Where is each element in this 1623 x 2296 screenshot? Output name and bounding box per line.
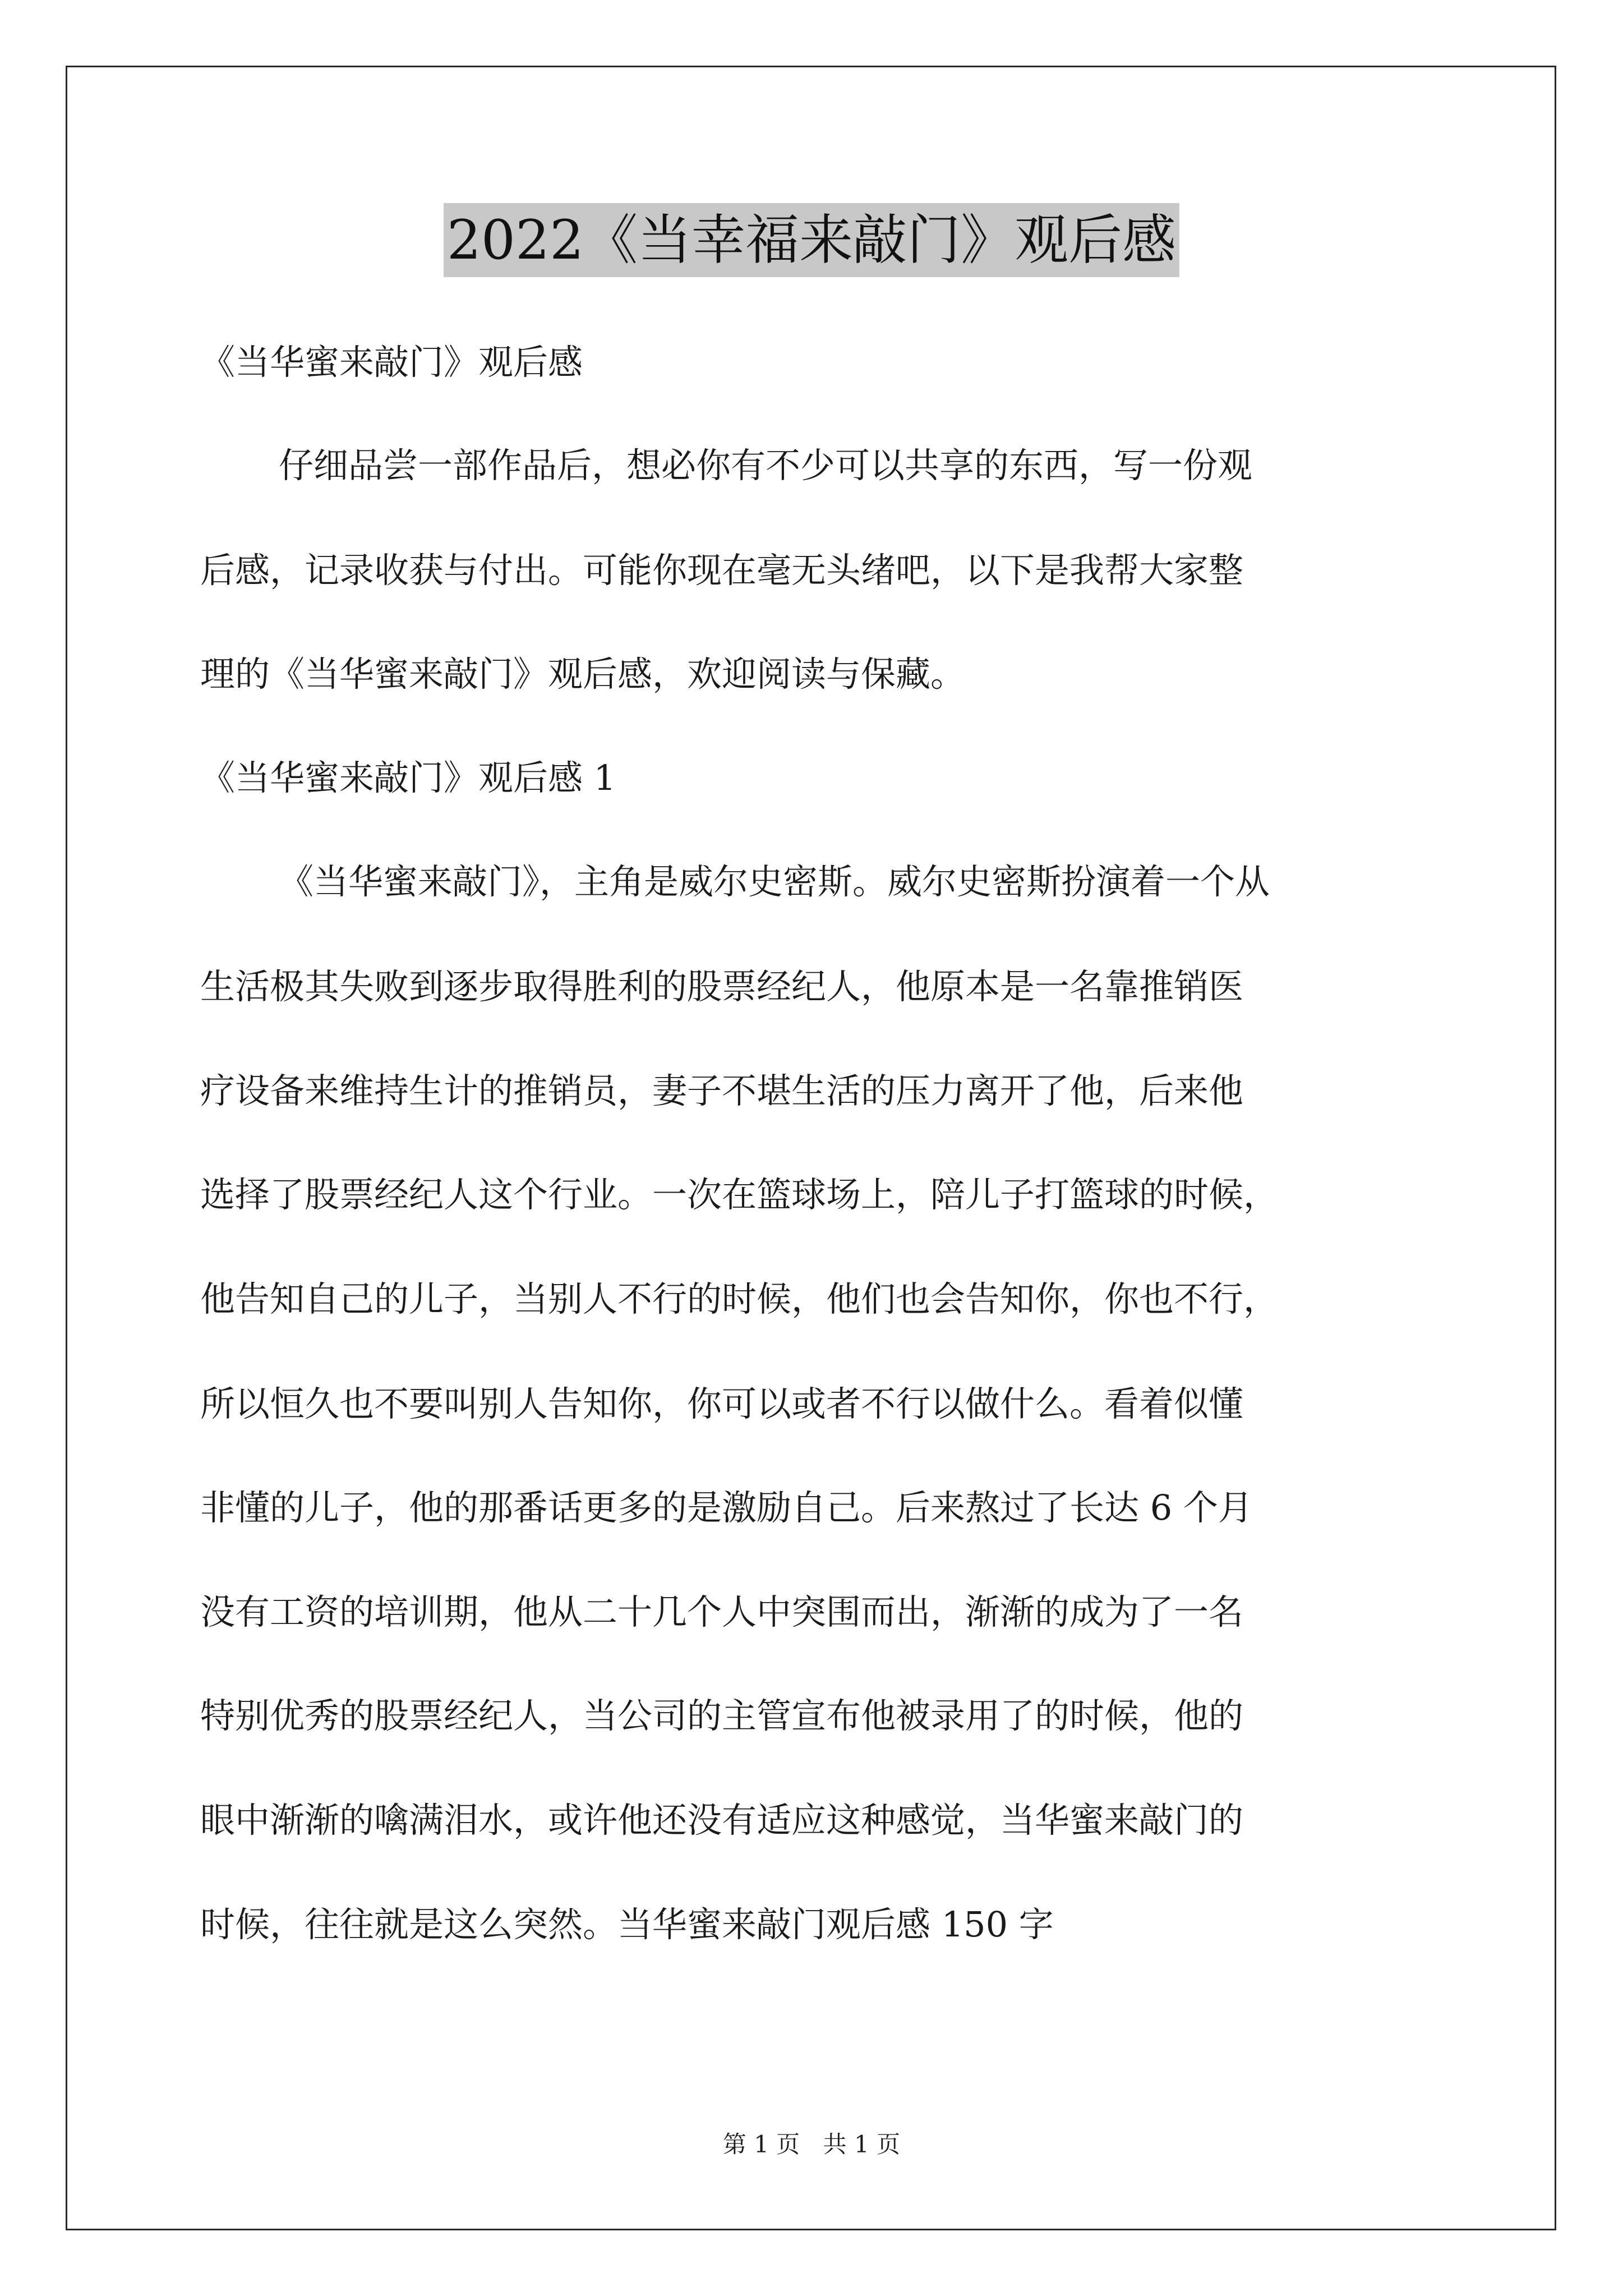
- paragraph-line: 仔细品尝一部作品后，想必你有不少可以共享的东西，写一份观: [279, 445, 1253, 486]
- paragraph-line: 疗设备来维持生计的推销员，妻子不堪生活的压力离开了他，后来他: [200, 1070, 1244, 1111]
- section-heading: 《当华蜜来敲门》观后感: [200, 342, 583, 383]
- paragraph-line: 时候，往往就是这么突然。当华蜜来敲门观后感 150 字: [200, 1904, 1054, 1945]
- paragraph-line: 生活极其失败到逐步取得胜利的股票经纪人，他原本是一名靠推销医: [200, 966, 1244, 1007]
- title-container: [0, 203, 1623, 277]
- document-title: 2022《当幸福来敲门》观后感: [444, 203, 1179, 277]
- paragraph-line: 《当华蜜来敲门》，主角是威尔史密斯。威尔史密斯扮演着一个从: [279, 861, 1270, 902]
- page-footer: [0, 2129, 1623, 2160]
- paragraph-line: 没有工资的培训期，他从二十几个人中突围而出，渐渐的成为了一名: [200, 1591, 1244, 1632]
- paragraph-line: 选择了股票经纪人这个行业。一次在篮球场上，陪儿子打篮球的时候，: [200, 1174, 1279, 1215]
- section-heading: 《当华蜜来敲门》观后感 1: [200, 757, 616, 798]
- paragraph-line: 理的《当华蜜来敲门》观后感，欢迎阅读与保藏。: [200, 654, 966, 694]
- page-number: 第 1 页: [722, 2131, 800, 2158]
- paragraph-line: 非懂的儿子，他的那番话更多的是激励自己。后来熬过了长达 6 个月: [200, 1487, 1253, 1528]
- paragraph-line: 眼中渐渐的噙满泪水，或许他还没有适应这种感觉，当华蜜来敲门的: [200, 1800, 1244, 1841]
- page-count: 共 1 页: [823, 2131, 901, 2158]
- paragraph-line: 后感，记录收获与付出。可能你现在毫无头绪吧，以下是我帮大家整: [200, 550, 1244, 591]
- paragraph-line: 所以恒久也不要叫别人告知你，你可以或者不行以做什么。看着似懂: [200, 1383, 1244, 1424]
- paragraph-line: 他告知自己的儿子，当别人不行的时候，他们也会告知你，你也不行，: [200, 1278, 1279, 1319]
- paragraph-line: 特别优秀的股票经纪人，当公司的主管宣布他被录用了的时候，他的: [200, 1695, 1244, 1736]
